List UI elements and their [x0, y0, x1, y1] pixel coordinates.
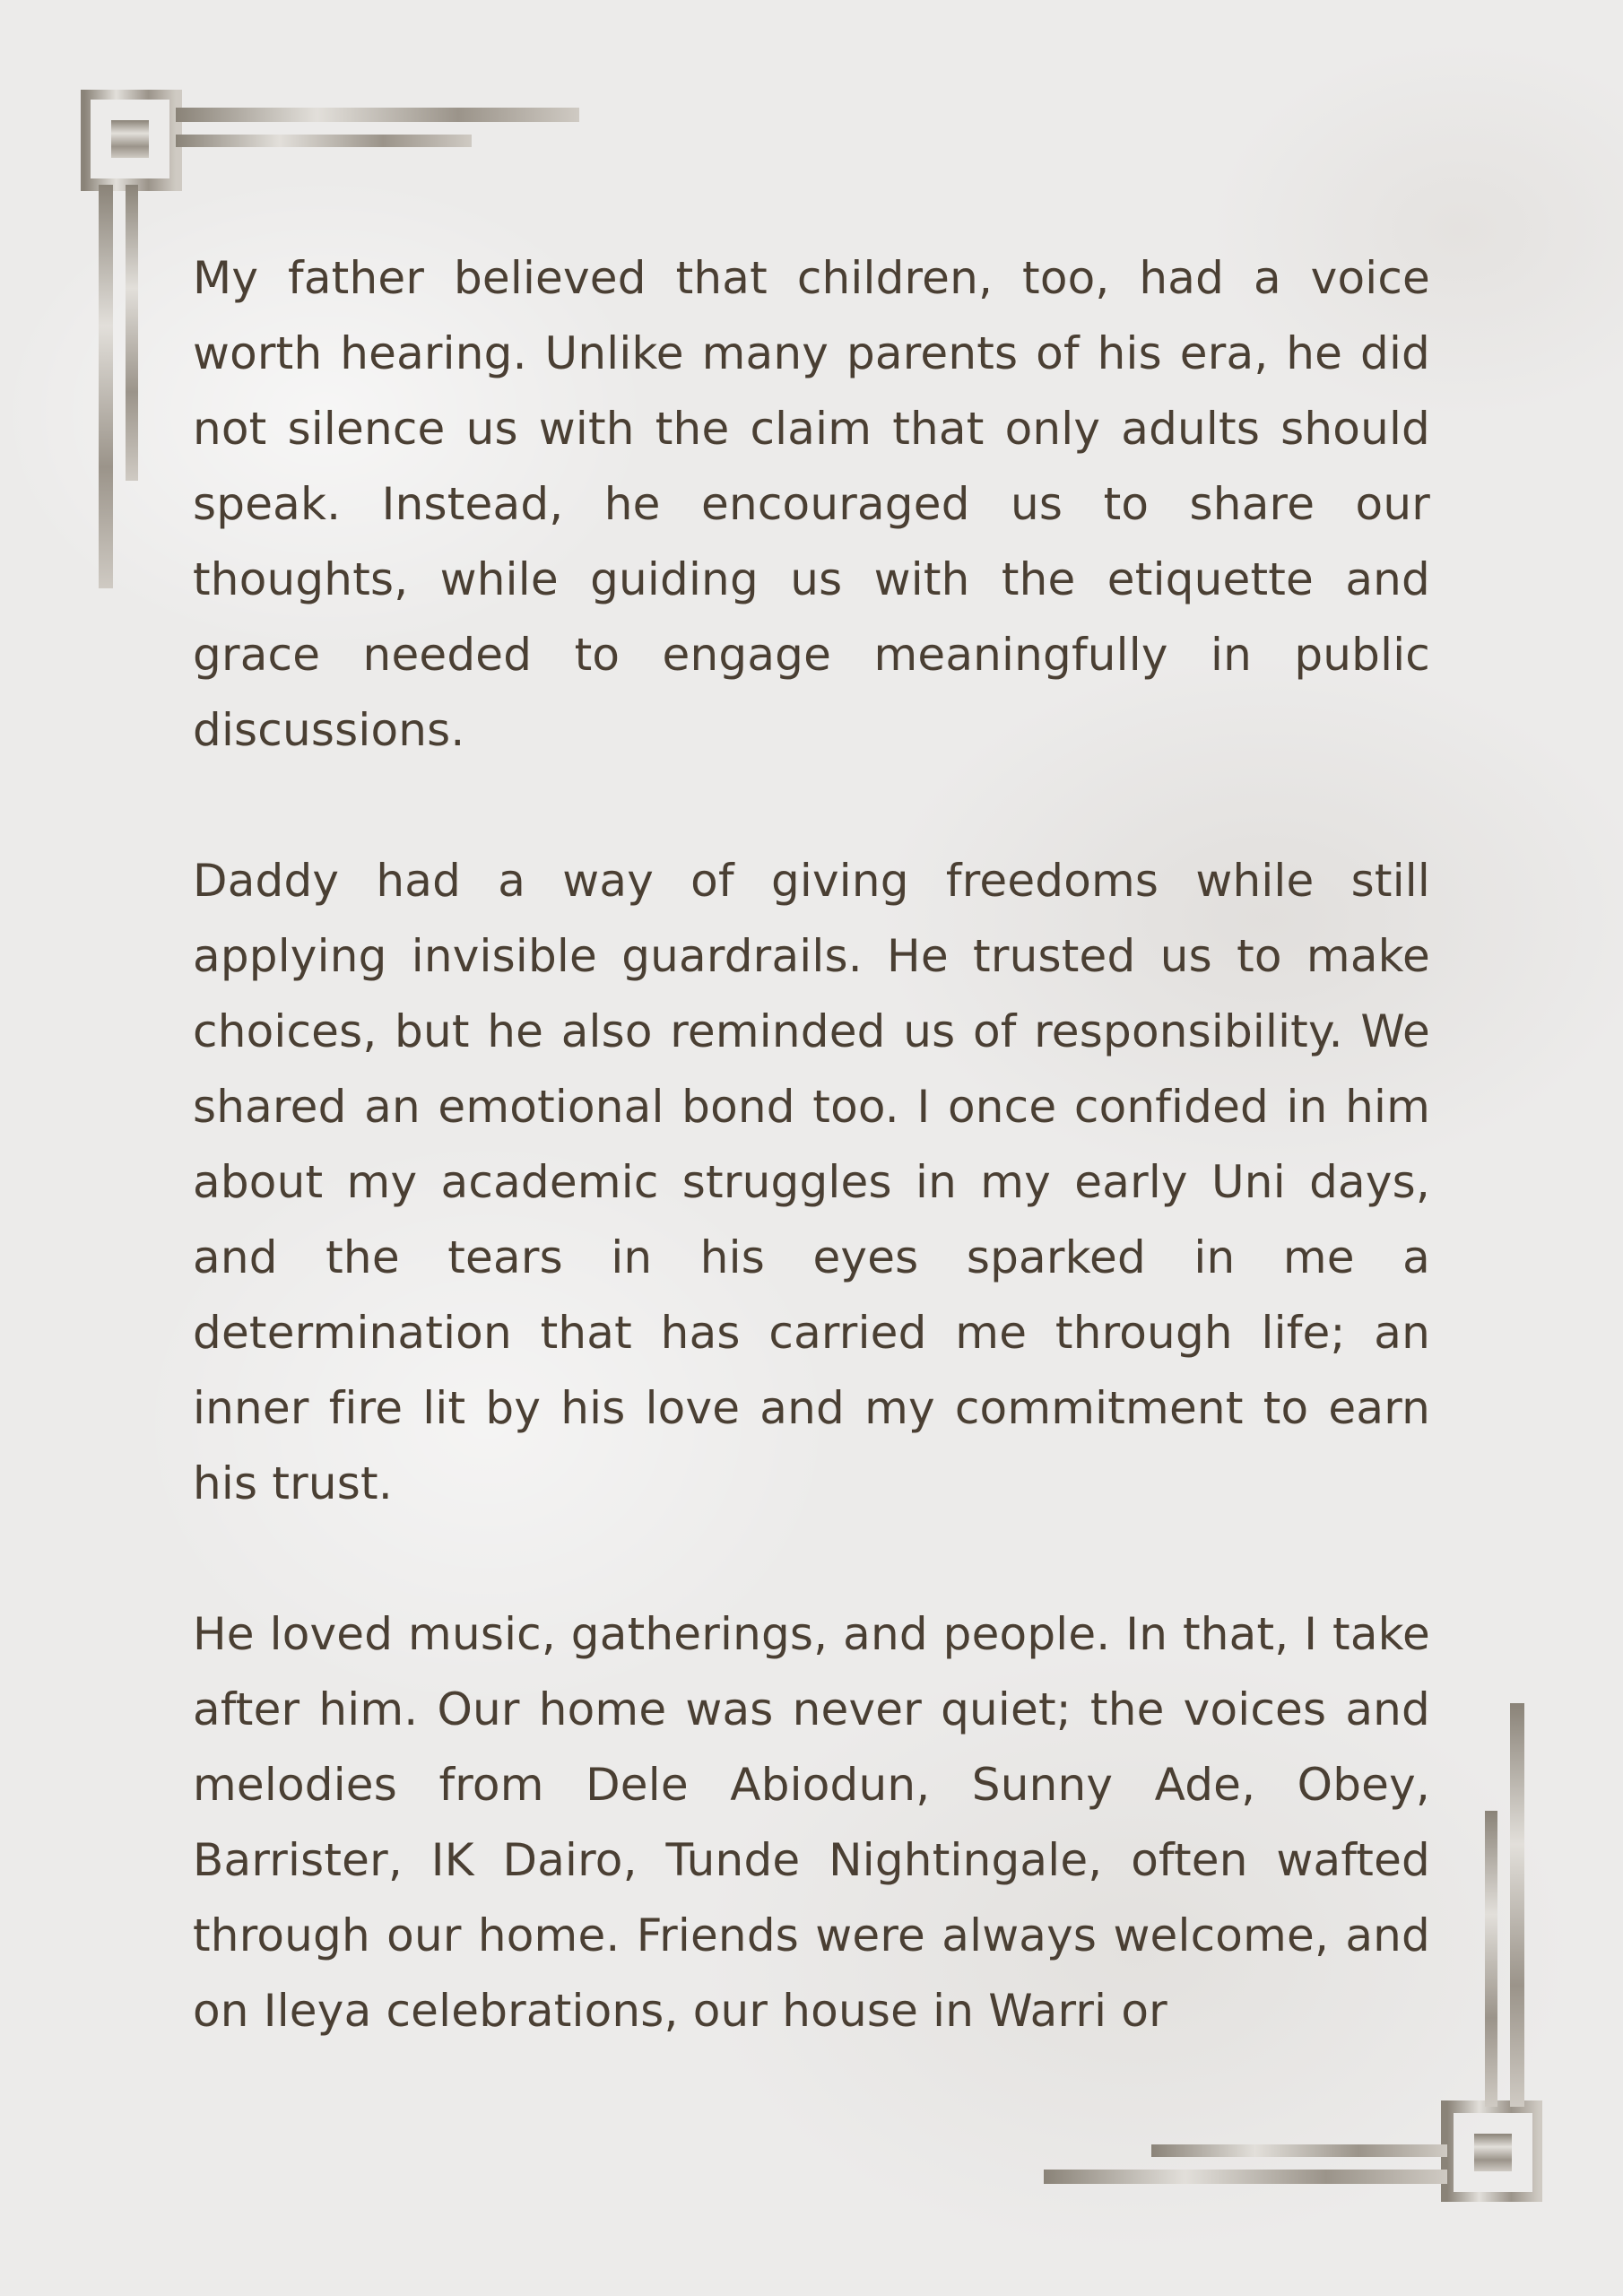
paragraph-2: Daddy had a way of giving freedoms while still applying invisible guardrails. He trusted us to make choices, but he also reminded us of responsibility. We shared an emotional bond too. I once confided in him about my academic struggles in my early Uni days, and the tears in his eyes sparked in me a determination that has carried me through life; an inner fire lit by his love and my commitment to earn his trust. [193, 855, 1430, 1509]
paragraph-3: He loved music, gatherings, and people. In that, I take after him. Our home was never quiet; the voices and melodies from Dele Abiodun, Sunny Ade, Obey, Barrister, IK Dairo, Tunde Nightingale, often wafted through our home. Friends were always welcome, and on Ileya celebrations, our house in Warri or [193, 1608, 1430, 2037]
paragraph-1: My father believed that children, too, had a voice worth hearing. Unlike many parents of his era, he did not silence us with the claim that only adults should speak. Instead, he encouraged us to share our thoughts, while guiding us with the etiquette and grace needed to engage meaningfully in public discussions. [193, 252, 1430, 756]
document-body [193, 240, 1430, 2048]
